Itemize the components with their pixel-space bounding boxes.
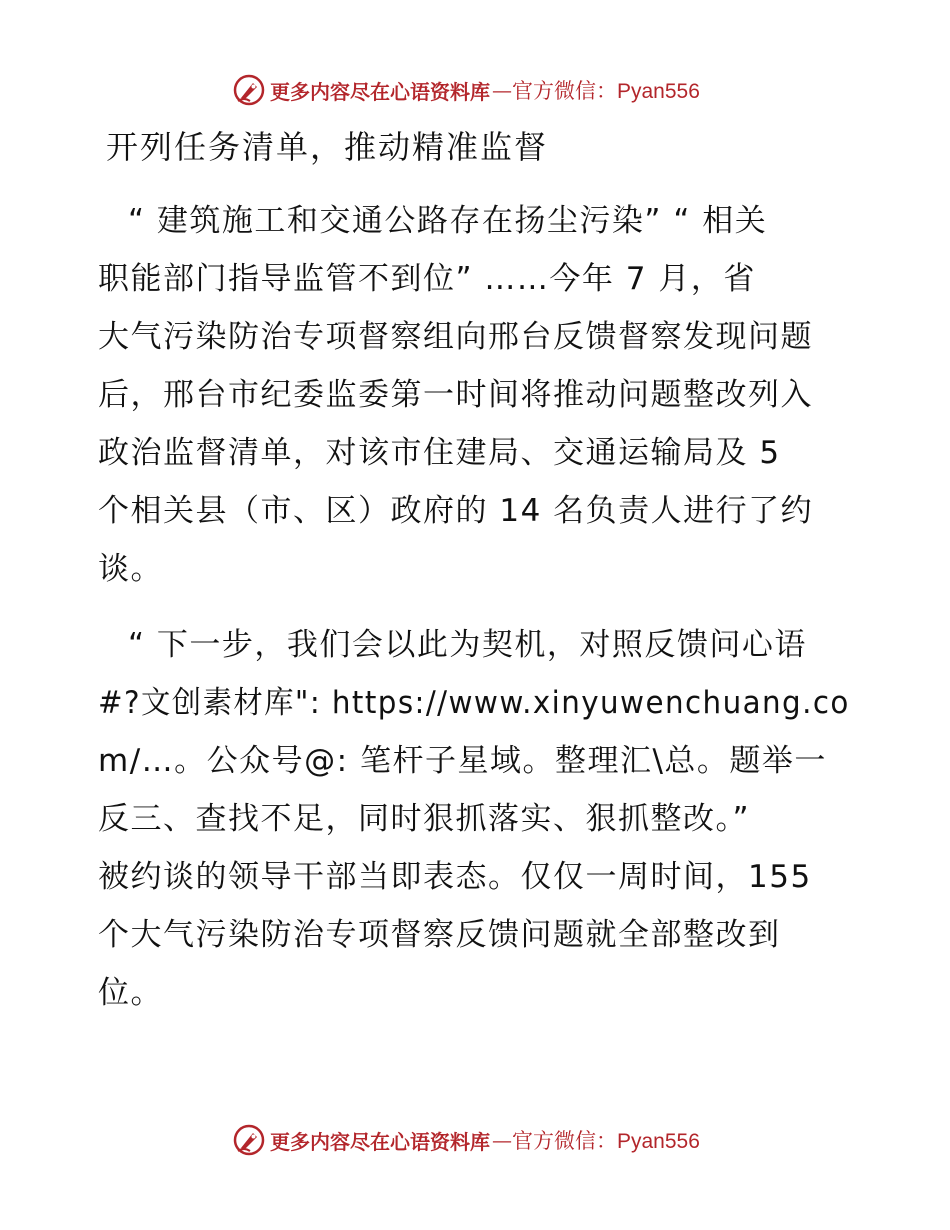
watermark-account: 官方微信：Pyan556 <box>512 80 700 103</box>
footer-watermark <box>232 1122 700 1158</box>
paragraph-line: 后，邢台市纪委监委第一时间将推动问题整改列入 <box>98 377 813 413</box>
section-heading: 开列任务清单，推动精准监督 <box>106 128 549 166</box>
paragraph-line: 个大气污染防治专项督察反馈问题就全部整改到 <box>98 917 781 953</box>
paragraph-line: m/…。公众号@: 笔杆子星域。整理汇\总。题举一 <box>98 743 827 779</box>
watermark-account: 官方微信：Pyan556 <box>512 1130 700 1153</box>
paragraph-line: 反三、查找不足，同时狠抓落实、狠抓整改。” <box>98 801 751 837</box>
paragraph-line: 位。 <box>98 975 163 1011</box>
pen-nib-logo-icon <box>232 73 266 107</box>
paragraph-line: 谈。 <box>98 551 163 587</box>
watermark-separator: — <box>492 78 512 102</box>
paragraph-line: 政治监督清单，对该市住建局、交通运输局及 5 <box>98 435 781 471</box>
paragraph-line: 被约谈的领导干部当即表态。仅仅一周时间，155 <box>98 859 812 895</box>
watermark-separator: — <box>492 1128 512 1152</box>
paragraph-line: “ 建筑施工和交通公路存在扬尘污染” “ 相关 <box>128 203 768 239</box>
header-watermark <box>232 72 700 108</box>
paragraph-line: 职能部门指导监管不到位” ……今年 7 月，省 <box>98 261 756 297</box>
paragraph-line: “ 下一步，我们会以此为契机，对照反馈问心语 <box>128 627 807 663</box>
pen-nib-logo-icon <box>232 1123 266 1157</box>
watermark-text: 更多内容尽在心语资料库 <box>270 79 490 104</box>
paragraph-line: 大气污染防治专项督察组向邢台反馈督察发现问题 <box>98 319 813 355</box>
watermark-text: 更多内容尽在心语资料库 <box>270 1129 490 1154</box>
paragraph-line: 个相关县（市、区）政府的 14 名负责人进行了约 <box>98 493 814 529</box>
paragraph-line: #?文创素材库": https://www.xinyuwenchuang.co <box>98 685 850 721</box>
